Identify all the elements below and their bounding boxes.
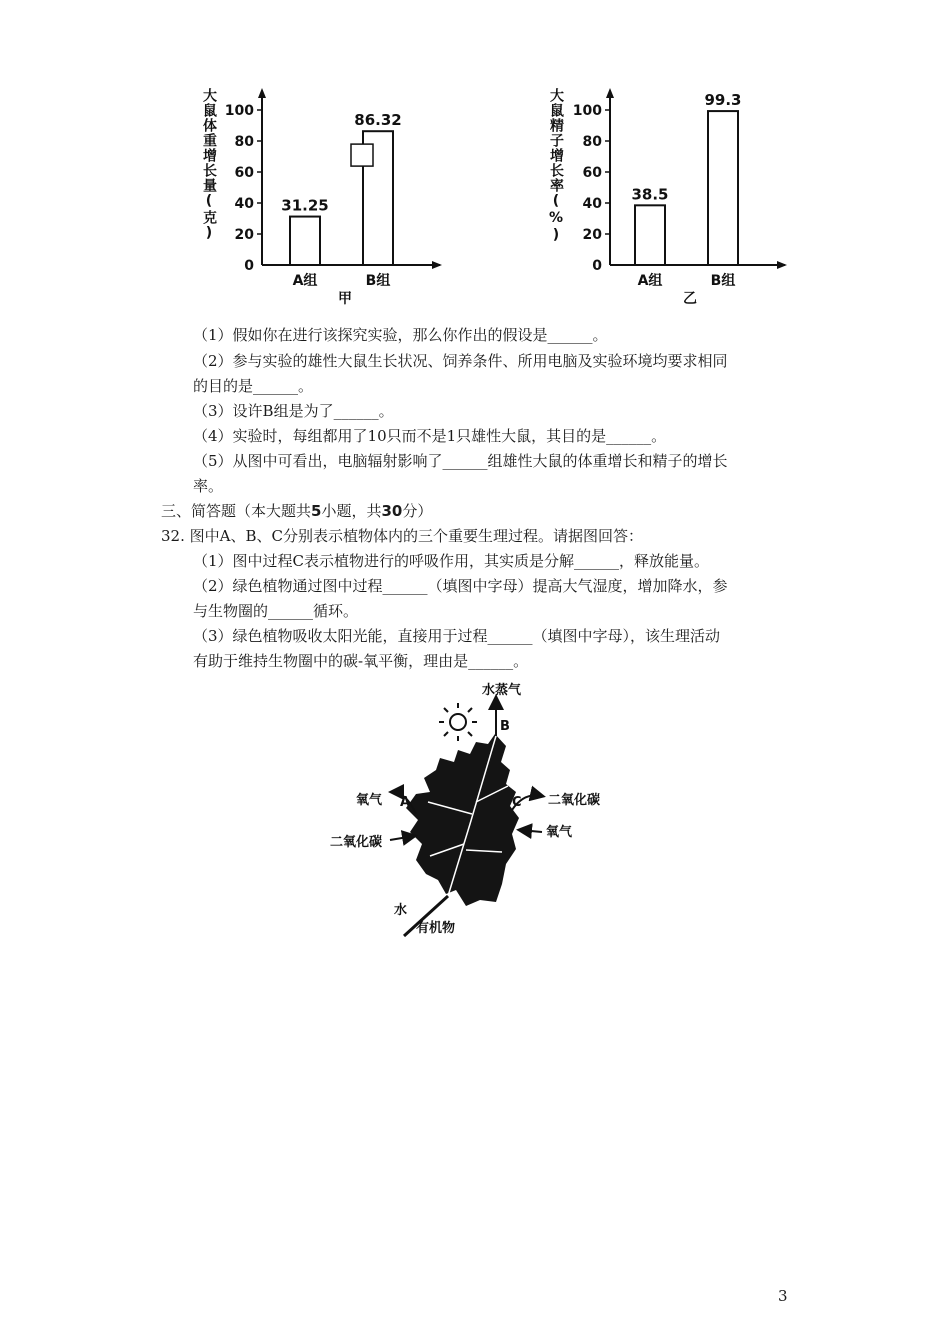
x-axis-arrow <box>777 261 787 269</box>
bar-a <box>635 205 665 265</box>
co2-out-label: 二氧化碳 <box>548 793 601 808</box>
label-b: B <box>500 719 510 734</box>
label-c: C <box>512 795 522 810</box>
y-tick-label: 40 <box>234 196 254 212</box>
chart-title: 乙 <box>683 291 697 307</box>
question-5-line-2: 率。 <box>193 477 224 495</box>
chart-title: 甲 <box>338 291 352 307</box>
oxygen-in-label: 氧气 <box>546 825 573 840</box>
x-axis-arrow <box>432 261 442 269</box>
y-tick-label: 0 <box>592 258 602 274</box>
bar-value-label: 38.5 <box>631 185 669 204</box>
chart-1-ylabel: 大鼠体重增长量(克) <box>201 88 217 242</box>
water-vapor-label: 水蒸气 <box>482 683 522 698</box>
q32-part-3-line-1: （3）绿色植物吸收太阳光能，直接用于过程______（填图中字母），该生理活动 <box>193 627 721 645</box>
question-3: （3）设许B组是为了______。 <box>193 402 394 420</box>
bar-value-label: 86.32 <box>354 111 402 130</box>
question-1: （1）假如你在进行该探究实验，那么你作出的假设是______。 <box>193 326 608 344</box>
chart-body-weight <box>195 80 455 310</box>
page-number: 3 <box>778 1287 788 1305</box>
question-4: （4）实验时，每组都用了10只而不是1只雄性大鼠，其目的是______。 <box>193 427 667 445</box>
section-points: 30 <box>381 502 403 520</box>
y-tick-label: 80 <box>234 134 254 150</box>
chart-1-svg <box>195 80 455 310</box>
question-2-line-1: （2）参与实验的雄性大鼠生长状况、饲养条件、所用电脑及实验环境均要求相同 <box>193 352 728 370</box>
x-category-label: B组 <box>710 273 736 289</box>
organic-label: 有机物 <box>416 921 456 936</box>
arrow-co2-in <box>390 836 414 840</box>
section-title-suffix: 分） <box>402 502 433 520</box>
section-title-mid: 小题，共 <box>321 502 382 520</box>
arrow-oxygen-in <box>520 830 542 832</box>
bar-value-label: 99.3 <box>704 91 742 110</box>
question-2-line-2: 的目的是______。 <box>193 377 314 395</box>
q32-part-2-line-1: （2）绿色植物通过图中过程______（填图中字母）提高大气湿度，增加降水，参 <box>193 577 728 595</box>
oxygen-out-label: 氧气 <box>356 793 383 808</box>
y-tick-label: 40 <box>582 196 602 212</box>
x-category-label: A组 <box>292 273 318 289</box>
co2-in-label: 二氧化碳 <box>330 835 383 850</box>
section-title-prefix: 三、简答题（本大题共 <box>161 502 312 520</box>
water-label: 水 <box>394 903 408 918</box>
x-category-label: B组 <box>365 273 391 289</box>
y-axis-arrow <box>606 88 614 98</box>
chart-2-ylabel: 大鼠精子增长率(%) <box>548 88 564 244</box>
y-tick-label: 100 <box>224 103 254 119</box>
section-title <box>161 499 432 523</box>
y-tick-label: 80 <box>582 134 602 150</box>
bar-a <box>290 217 320 265</box>
y-tick-label: 100 <box>572 103 602 119</box>
x-category-label: A组 <box>637 273 663 289</box>
y-tick-label: 20 <box>582 227 602 243</box>
q32-part-1: （1）图中过程C表示植物进行的呼吸作用，其实质是分解______，释放能量。 <box>193 552 710 570</box>
plant-process-diagram <box>320 674 620 944</box>
chart-sperm-growth <box>540 80 800 310</box>
q32-part-2-line-2: 与生物圈的______循环。 <box>193 602 359 620</box>
q32-part-3-line-2: 有助于维持生物圈中的碳-氧平衡，理由是______。 <box>193 652 529 670</box>
y-tick-label: 60 <box>234 165 254 181</box>
plant-diagram-svg <box>320 674 620 944</box>
y-tick-label: 60 <box>582 165 602 181</box>
marker-box <box>351 144 373 166</box>
y-tick-label: 20 <box>234 227 254 243</box>
y-axis-arrow <box>258 88 266 98</box>
q32-stem: 32. 图中A、B、C分别表示植物体内的三个重要生理过程。请据图回答： <box>161 527 643 545</box>
leaf-shape <box>406 734 519 906</box>
y-tick-label: 0 <box>244 258 254 274</box>
bar-b <box>708 111 738 265</box>
label-a: A <box>400 795 411 810</box>
bar-value-label: 31.25 <box>281 196 329 215</box>
section-count: 5 <box>311 502 322 520</box>
sun-icon <box>439 703 477 741</box>
chart-2-svg <box>540 80 800 310</box>
question-5-line-1: （5）从图中可看出，电脑辐射影响了______组雄性大鼠的体重增长和精子的增长 <box>193 452 728 470</box>
